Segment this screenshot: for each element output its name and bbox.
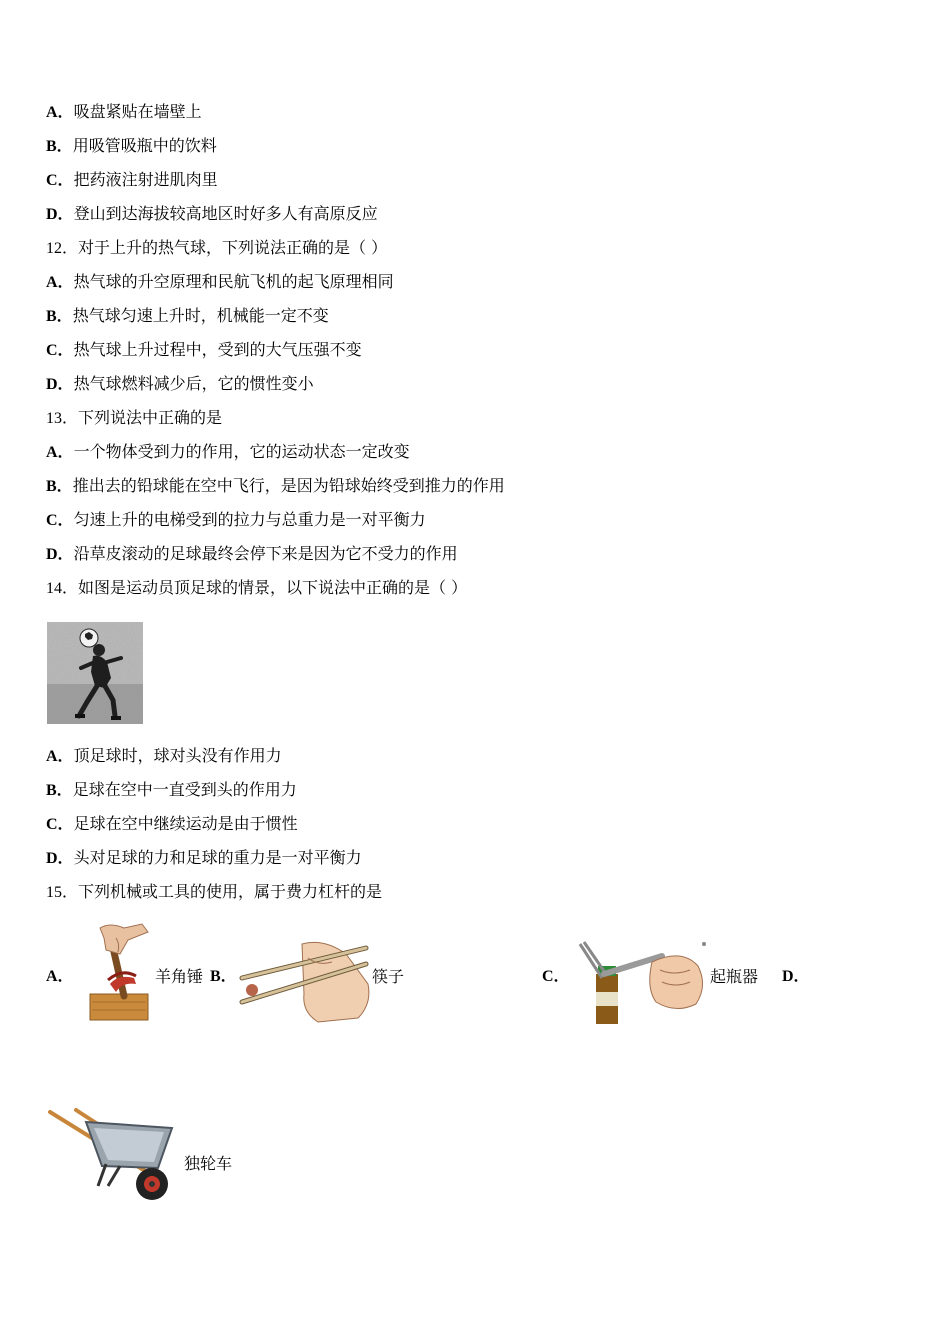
q15-stem: 15．下列机械或工具的使用，属于费力杠杆的是	[46, 882, 383, 901]
q15-option-d-letter: D．	[782, 968, 810, 985]
q15-option-a-label: 羊角锤	[155, 967, 204, 986]
q13-option-b: B．推出去的铅球能在空中飞行，是因为铅球始终受到推力的作用	[46, 476, 505, 495]
q11-option-c: C．把药液注射进肌肉里	[46, 170, 218, 189]
q12-option-c: C．热气球上升过程中，受到的大气压强不变	[46, 340, 362, 359]
q12-option-a: A．热气球的升空原理和民航飞机的起飞原理相同	[46, 272, 394, 291]
q13-option-c: C．匀速上升的电梯受到的拉力与总重力是一对平衡力	[46, 510, 426, 529]
q11-option-b: B．用吸管吸瓶中的饮料	[46, 136, 217, 155]
q12-stem: 12．对于上升的热气球，下列说法正确的是（ ）	[46, 238, 388, 257]
q15-option-c-letter: C．	[542, 968, 570, 985]
q15-option-b-label: 筷子	[372, 967, 405, 986]
chopsticks-image	[238, 938, 370, 1024]
q11-option-d: D．登山到达海拔较高地区时好多人有高原反应	[46, 204, 378, 223]
q14-option-d: D．头对足球的力和足球的重力是一对平衡力	[46, 848, 362, 867]
q14-option-b: B．足球在空中一直受到头的作用力	[46, 780, 297, 799]
q13-stem: 13．下列说法中正确的是	[46, 408, 223, 427]
q15-option-a-letter: A．	[46, 968, 74, 985]
bottle-opener-image	[574, 940, 708, 1026]
q11-option-a: A．吸盘紧贴在墙壁上	[46, 102, 202, 121]
q12-option-d: D．热气球燃料减少后，它的惯性变小	[46, 374, 314, 393]
q14-option-c: C．足球在空中继续运动是由于惯性	[46, 814, 298, 833]
q13-option-d: D．沿草皮滚动的足球最终会停下来是因为它不受力的作用	[46, 544, 458, 563]
q14-stem: 14．如图是运动员顶足球的情景，以下说法中正确的是（ ）	[46, 578, 468, 597]
q13-option-a: A．一个物体受到力的作用，它的运动状态一定改变	[46, 442, 410, 461]
q15-option-d-label: 独轮车	[184, 1154, 233, 1173]
claw-hammer-image	[86, 922, 158, 1022]
soccer-header-image	[47, 622, 143, 724]
q15-option-c-label: 起瓶器	[710, 967, 759, 986]
wheelbarrow-image	[46, 1108, 176, 1204]
q15-option-b-letter: B．	[210, 968, 237, 985]
q14-option-a: A．顶足球时，球对头没有作用力	[46, 746, 282, 765]
q12-option-b: B．热气球匀速上升时，机械能一定不变	[46, 306, 329, 325]
